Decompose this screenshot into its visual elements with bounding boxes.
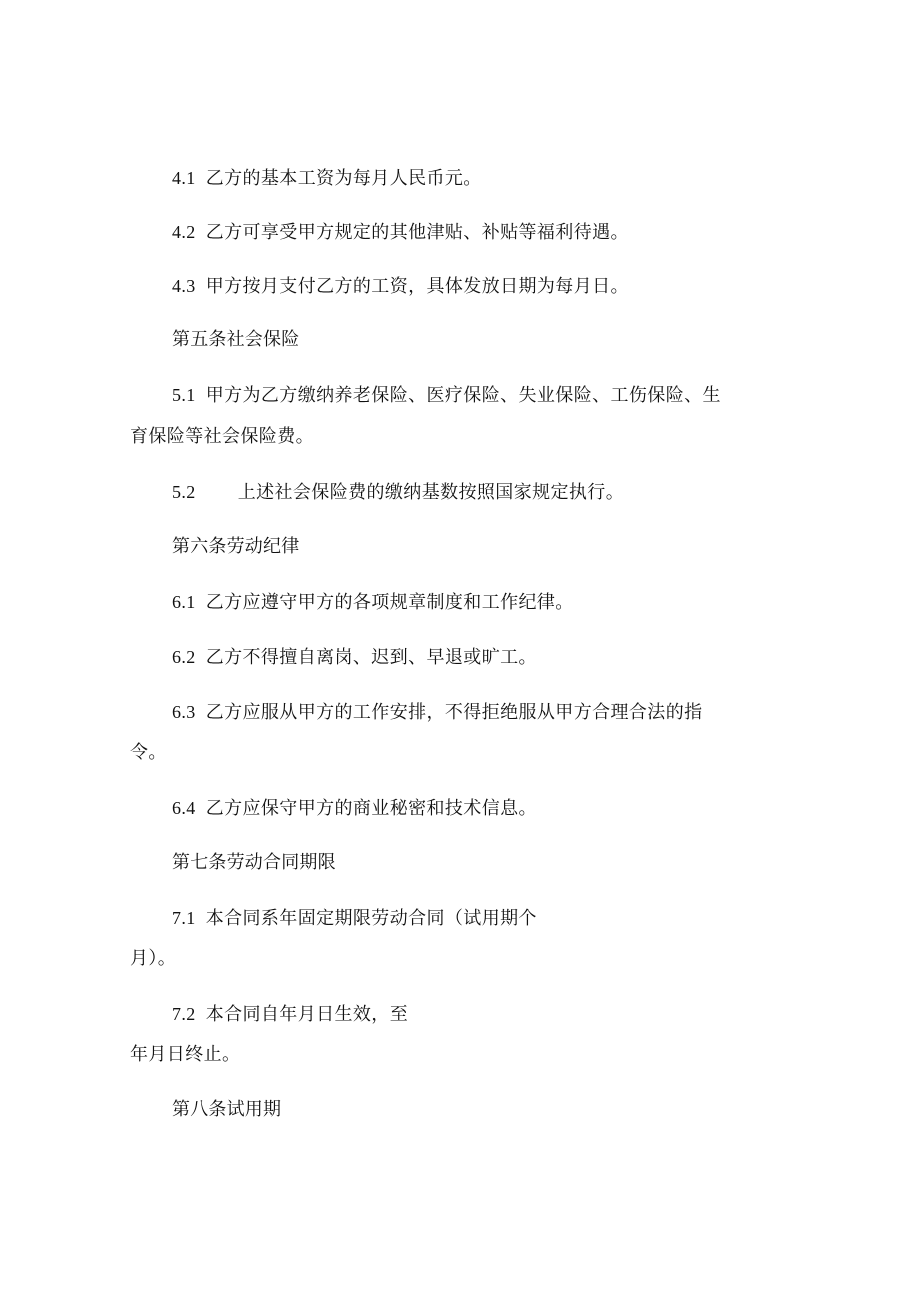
clause-number: 5.1 <box>172 385 196 405</box>
clause-text: 上述社会保险费的缴纳基数按照国家规定执行。 <box>237 482 625 503</box>
clause-7-1-continuation: 月）。 <box>130 948 177 969</box>
clause-text: 乙方的基本工资为每月人民币元。 <box>205 168 482 189</box>
clause-6-2 <box>172 645 537 670</box>
clause-number: 5.2 <box>172 482 196 502</box>
clause-6-3 <box>172 700 703 725</box>
clause-5-1 <box>172 383 721 408</box>
clause-6-4 <box>172 796 537 821</box>
clause-text: 乙方应服从甲方的工作安排，不得拒绝服从甲方合理合法的指 <box>205 702 703 723</box>
clause-number: 6.3 <box>172 702 196 722</box>
clause-text: 乙方不得擅自离岗、迟到、早退或旷工。 <box>205 647 537 668</box>
clause-4-1 <box>172 166 482 191</box>
clause-7-1 <box>172 906 537 931</box>
clause-number: 6.1 <box>172 592 196 612</box>
clause-7-2 <box>172 1002 408 1027</box>
section-heading-6: 第六条劳动纪律 <box>172 536 300 557</box>
clause-7-2-continuation: 年月日终止。 <box>130 1044 241 1065</box>
clause-text: 甲方按月支付乙方的工资，具体发放日期为每月日。 <box>205 276 629 297</box>
clause-4-2 <box>172 220 629 245</box>
clause-text: 乙方可享受甲方规定的其他津贴、补贴等福利待遇。 <box>205 222 629 243</box>
clause-number: 6.2 <box>172 647 196 667</box>
clause-text: 本合同自年月日生效，至 <box>205 1004 409 1025</box>
clause-number: 4.3 <box>172 276 196 296</box>
clause-number: 6.4 <box>172 798 196 818</box>
clause-number: 7.1 <box>172 908 196 928</box>
clause-number: 4.1 <box>172 168 196 188</box>
clause-text: 甲方为乙方缴纳养老保险、医疗保险、失业保险、工伤保险、生 <box>205 385 721 406</box>
clause-text: 乙方应保守甲方的商业秘密和技术信息。 <box>205 798 537 819</box>
clause-4-3 <box>172 274 629 299</box>
clause-text: 本合同系年固定期限劳动合同（试用期个 <box>205 908 537 929</box>
clause-text: 乙方应遵守甲方的各项规章制度和工作纪律。 <box>205 592 574 613</box>
clause-number: 7.2 <box>172 1004 196 1024</box>
clause-5-2 <box>172 480 624 505</box>
clause-6-1 <box>172 590 574 615</box>
clause-6-3-continuation: 令。 <box>130 742 167 763</box>
clause-number: 4.2 <box>172 222 196 242</box>
section-heading-8: 第八条试用期 <box>172 1099 282 1120</box>
clause-5-1-continuation: 育保险等社会保险费。 <box>130 426 314 447</box>
section-heading-5: 第五条社会保险 <box>172 329 300 350</box>
section-heading-7: 第七条劳动合同期限 <box>172 852 336 873</box>
